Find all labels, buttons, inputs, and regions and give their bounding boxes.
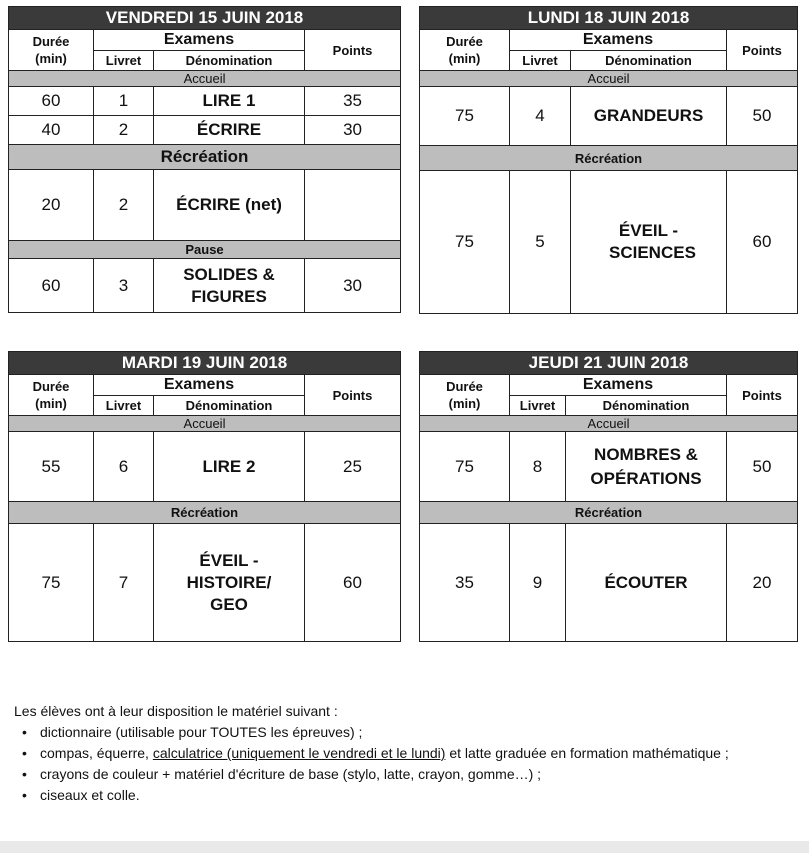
list-item: • crayons de couleur + matériel d'écriture de base (stylo, latte, crayon, gomme…) ; xyxy=(40,764,794,785)
bottom-bar xyxy=(0,841,809,853)
points-header: Points xyxy=(305,375,401,416)
points-header: Points xyxy=(727,375,798,416)
day-title: LUNDI 18 JUIN 2018 xyxy=(420,7,798,30)
band-pause: Pause xyxy=(9,241,401,259)
materials-intro: Les élèves ont à leur disposition le matériel suivant : xyxy=(14,703,338,719)
band-recreation: Récréation xyxy=(9,502,401,524)
band-accueil: Accueil xyxy=(420,71,798,87)
duree-header: Durée (min) xyxy=(9,30,94,71)
livret-header: Livret xyxy=(94,51,154,71)
day-title: MARDI 19 JUIN 2018 xyxy=(9,352,401,375)
band-recreation: Récréation xyxy=(9,145,401,170)
list-item: • compas, équerre, calculatrice (uniquement le vendredi et le lundi) et latte graduée en formation mathématique ; xyxy=(40,743,794,764)
points-header: Points xyxy=(305,30,401,71)
points-header: Points xyxy=(727,30,798,71)
denomination-header: Dénomination xyxy=(571,51,727,71)
duree-header: Durée (min) xyxy=(420,30,510,71)
examens-header: Examens xyxy=(94,375,305,396)
table-row: 75 8 NOMBRES & OPÉRATIONS 50 xyxy=(420,432,798,502)
schedule-mardi xyxy=(8,351,401,642)
livret-header: Livret xyxy=(510,51,571,71)
list-item: • dictionnaire (utilisable pour TOUTES les épreuves) ; xyxy=(40,722,794,743)
materials-note xyxy=(14,701,794,806)
table-row: 40 2 ÉCRIRE 30 xyxy=(9,116,401,145)
band-accueil: Accueil xyxy=(9,416,401,432)
table-row: 20 2 ÉCRIRE (net) xyxy=(9,170,401,241)
band-recreation: Récréation xyxy=(420,146,798,171)
denomination-header: Dénomination xyxy=(566,396,727,416)
table-row: 75 4 GRANDEURS 50 xyxy=(420,87,798,146)
materials-list xyxy=(14,722,794,806)
schedule-lundi xyxy=(419,6,798,314)
table-row: 75 5 ÉVEIL - SCIENCES 60 xyxy=(420,171,798,314)
examens-header: Examens xyxy=(94,30,305,51)
examens-header: Examens xyxy=(510,30,727,51)
list-item: • ciseaux et colle. xyxy=(40,785,794,806)
table-row: 75 7 ÉVEIL - HISTOIRE/ GEO 60 xyxy=(9,524,401,642)
schedule-jeudi xyxy=(419,351,798,642)
table-row: 60 3 SOLIDES & FIGURES 30 xyxy=(9,259,401,313)
duree-header: Durée (min) xyxy=(420,375,510,416)
denomination-header: Dénomination xyxy=(154,51,305,71)
table-row: 35 9 ÉCOUTER 20 xyxy=(420,524,798,642)
table-row: 55 6 LIRE 2 25 xyxy=(9,432,401,502)
calculatrice-note: calculatrice (uniquement le vendredi et le lundi) xyxy=(152,745,446,761)
band-accueil: Accueil xyxy=(420,416,798,432)
denomination-header: Dénomination xyxy=(154,396,305,416)
band-recreation: Récréation xyxy=(420,502,798,524)
livret-header: Livret xyxy=(510,396,566,416)
livret-header: Livret xyxy=(94,396,154,416)
duree-header: Durée (min) xyxy=(9,375,94,416)
band-accueil: Accueil xyxy=(9,71,401,87)
examens-header: Examens xyxy=(510,375,727,396)
schedule-vendredi xyxy=(8,6,401,313)
day-title: VENDREDI 15 JUIN 2018 xyxy=(9,7,401,30)
day-title: JEUDI 21 JUIN 2018 xyxy=(420,352,798,375)
table-row: 60 1 LIRE 1 35 xyxy=(9,87,401,116)
